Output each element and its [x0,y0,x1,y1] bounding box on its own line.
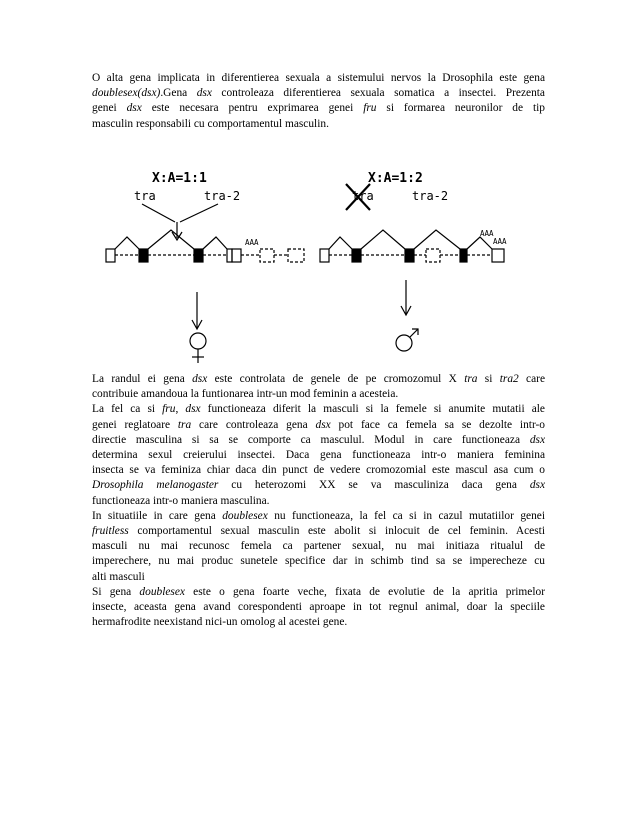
male-exon-5 [460,249,467,262]
female-panel [100,158,304,363]
body-line: determina sexul creierului insectei. Daca gena functioneaza intr-o maniera feminina [92,449,545,462]
italic-term: doublesex [222,509,268,522]
female-ratio: X:A=1:1 [152,171,207,186]
male-polyA-1: AAA [480,229,494,238]
italic-term: dsx [126,102,142,115]
body-line: Si gena doublesex este o gena foarte veche, fixata de evolutie de la apritia primelor [92,585,545,598]
body-line: imperechere, nu mai produc sunetele specifice dar in schimb tind sa se imperecheze cu [92,555,545,568]
female-exon-7 [288,249,304,262]
body-line: La fel ca si fru, dsx functioneaza diferit la masculi si la femele si anumite mutatii ale [92,403,545,416]
body-line: In situatiile in care gena doublesex nu functioneaza, la fel ca si in cazul mutatiilor genei [92,509,545,522]
italic-term: fruitless [92,525,129,538]
male-tra2-label: tra-2 [412,189,449,203]
male-exon-1 [320,249,329,262]
italic-term: dsx [315,418,331,431]
body-line: insecta se va feminiza chiar daca din punct de vedere cromozomial este mascul asa cum o [92,464,545,477]
italic-term: Drosophila melanogaster [92,479,219,492]
body-line: functioneaza intr-o maniera masculina. [92,494,270,507]
italic-term: dsx [192,373,208,385]
male-exon-4 [426,249,440,262]
male-polyA-2: AAA [493,237,507,246]
female-exon-4 [227,249,232,262]
dsx-splicing-diagram [100,158,530,368]
italic-term: tra [177,418,192,431]
italic-term: doublesex(dsx) [92,87,161,100]
italic-term: dsx [529,479,545,492]
intro-line: genei dsx este necesara pentru exprimarea genei fru si formarea neuronilor de tip [92,102,545,115]
male-exon-2 [352,249,361,262]
body-line: masculi nu mai recunosc femela ca partener sexual, nu mai initiaza ritualul de [92,540,545,553]
female-exon-1 [106,249,115,262]
body-line: insecte, aceasta gena avand corespondenti aproape in tot regnul animal, doar la speciile [92,601,545,614]
female-tra-label: tra [134,189,156,203]
female-tra2-label: tra-2 [204,189,241,203]
intro-line: masculin responsabili cu comportamentul masculin. [92,117,329,130]
female-exon-2 [139,249,148,262]
italic-term: fru [162,403,176,416]
male-tra-label: tra [352,189,374,203]
italic-term: tra [464,373,478,385]
body-line: fruitless comportamentul sexual masculin este abolit si inlocuit de cel feminin. Acesti [92,525,545,538]
female-exon-3 [194,249,203,262]
male-exon-6 [492,249,504,262]
male-ratio: X:A=1:2 [368,171,423,186]
female-exon-6 [260,249,274,262]
male-exon-3 [405,249,414,262]
body-line: genei reglatoare tra care controleaza gena dsx pot face ca femela sa se dezolte intr-o [92,418,545,431]
body-line: directie masculina si sa se comporte ca masculul. Modul in care functioneaza dsx [92,433,545,446]
italic-term: fru [363,102,377,115]
italic-term: dsx [185,403,201,416]
intro-line: doublesex(dsx).Gena dsx controleaza diferentierea sexuala somatica a insectei. Prezenta [92,87,545,100]
body-line: contribuie amandoua la funtionarea intr-un mod feminin a acesteia. [92,388,399,401]
intro-line: O alta gena implicata in diferentierea sexuala a sistemului nervos la Drosophila este gena [92,72,545,84]
female-polyA: AAA [245,238,259,247]
body-line: Drosophila melanogaster cu heterozomi XX se va masculiniza daca gena dsx [92,479,545,492]
body-line: alti masculi [92,570,145,583]
italic-term: dsx [529,433,545,446]
intro-paragraph [92,71,545,132]
body-line: La randul ei gena dsx este controlata de genele de pe cromozomul X tra si tra2 care [92,373,545,385]
italic-term: tra2 [499,373,519,385]
italic-term: doublesex [139,585,185,598]
body-paragraph [92,372,545,630]
italic-term: dsx [196,87,212,100]
female-exon-5 [232,249,241,262]
body-line: hermafrodite neexistand nici-un omolog al acestei gene. [92,616,348,629]
